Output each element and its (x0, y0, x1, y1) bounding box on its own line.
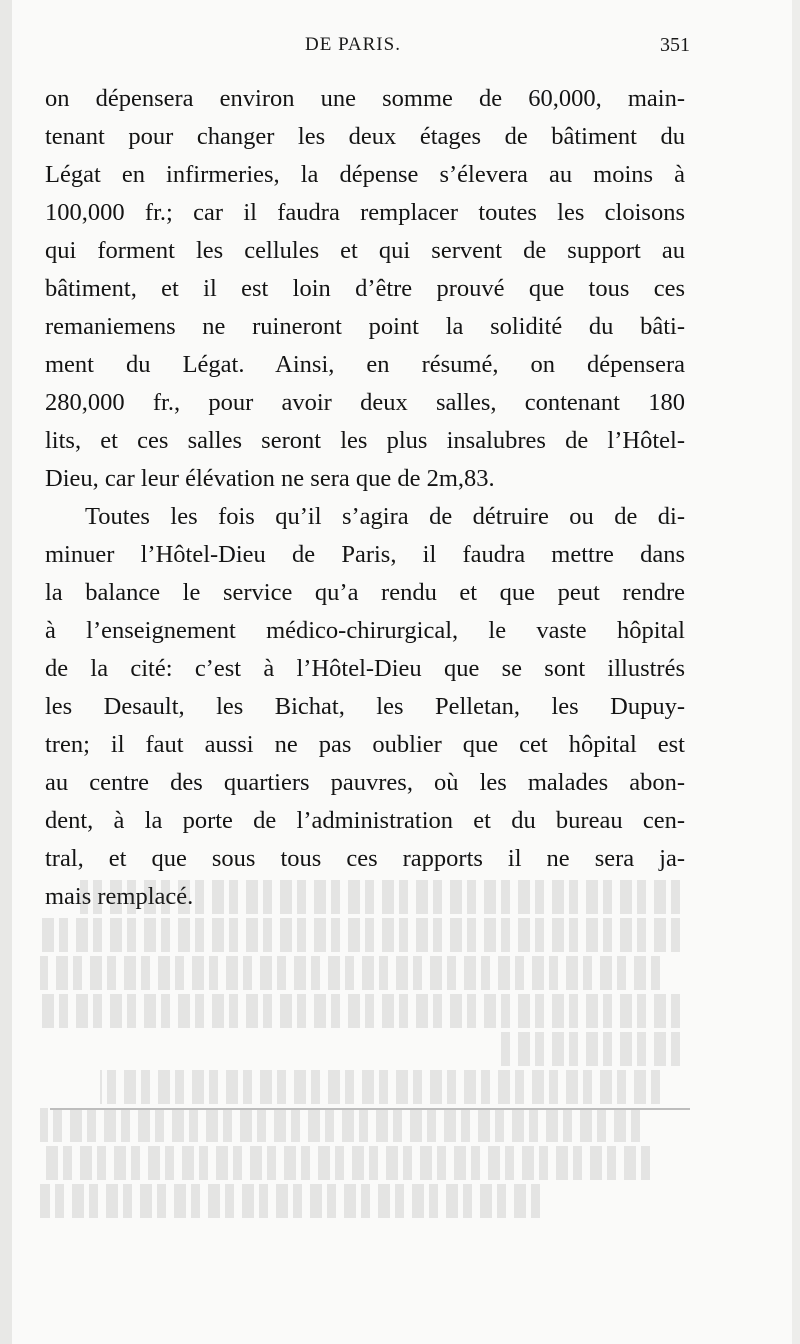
text-line: remaniemens ne ruineront point la solidité du bâti- (45, 313, 685, 340)
text-line: de la cité: c’est à l’Hôtel-Dieu que se sont illustrés (45, 655, 685, 682)
main-text (45, 80, 685, 916)
text-line: mais remplacé. (45, 883, 194, 910)
text-line: Légat en infirmeries, la dépense s’élevera au moins à (45, 161, 685, 188)
text-line: ment du Légat. Ainsi, en résumé, on dépensera (45, 351, 685, 378)
show-through-texture (40, 880, 700, 1260)
text-line: on dépensera environ une somme de 60,000, main- (45, 85, 685, 112)
text-line: lits, et ces salles seront les plus insalubres de l’Hôtel- (45, 427, 685, 454)
running-head: DE PARIS. (305, 34, 401, 55)
text-line: tren; il faut aussi ne pas oublier que cet hôpital est (45, 731, 685, 758)
text-line: 280,000 fr., pour avoir deux salles, contenant 180 (45, 389, 685, 416)
page-right-edge (792, 0, 800, 1344)
text-line: 100,000 fr.; car il faudra remplacer toutes les cloisons (45, 199, 685, 226)
page-left-edge (0, 0, 12, 1344)
text-line: Dieu, car leur élévation ne sera que de 2m,83. (45, 465, 495, 492)
text-line: au centre des quartiers pauvres, où les malades abon- (45, 769, 685, 796)
text-line: bâtiment, et il est loin d’être prouvé que tous ces (45, 275, 685, 302)
page-header (45, 34, 690, 68)
text-line: Toutes les fois qu’il s’agira de détruire ou de di- (85, 503, 685, 530)
text-line: les Desault, les Bichat, les Pelletan, les Dupuy- (45, 693, 685, 720)
text-line: la balance le service qu’a rendu et que peut rendre (45, 579, 685, 606)
text-line: tenant pour changer les deux étages de bâtiment du (45, 123, 685, 150)
text-line: dent, à la porte de l’administration et du bureau cen- (45, 807, 685, 834)
show-through-rule (50, 1108, 690, 1110)
page-number: 351 (660, 34, 690, 56)
text-line: qui forment les cellules et qui servent de support au (45, 237, 685, 264)
text-line: minuer l’Hôtel-Dieu de Paris, il faudra mettre dans (45, 541, 685, 568)
text-line: tral, et que sous tous ces rapports il ne sera ja- (45, 845, 685, 872)
text-line: à l’enseignement médico-chirurgical, le vaste hôpital (45, 617, 685, 644)
